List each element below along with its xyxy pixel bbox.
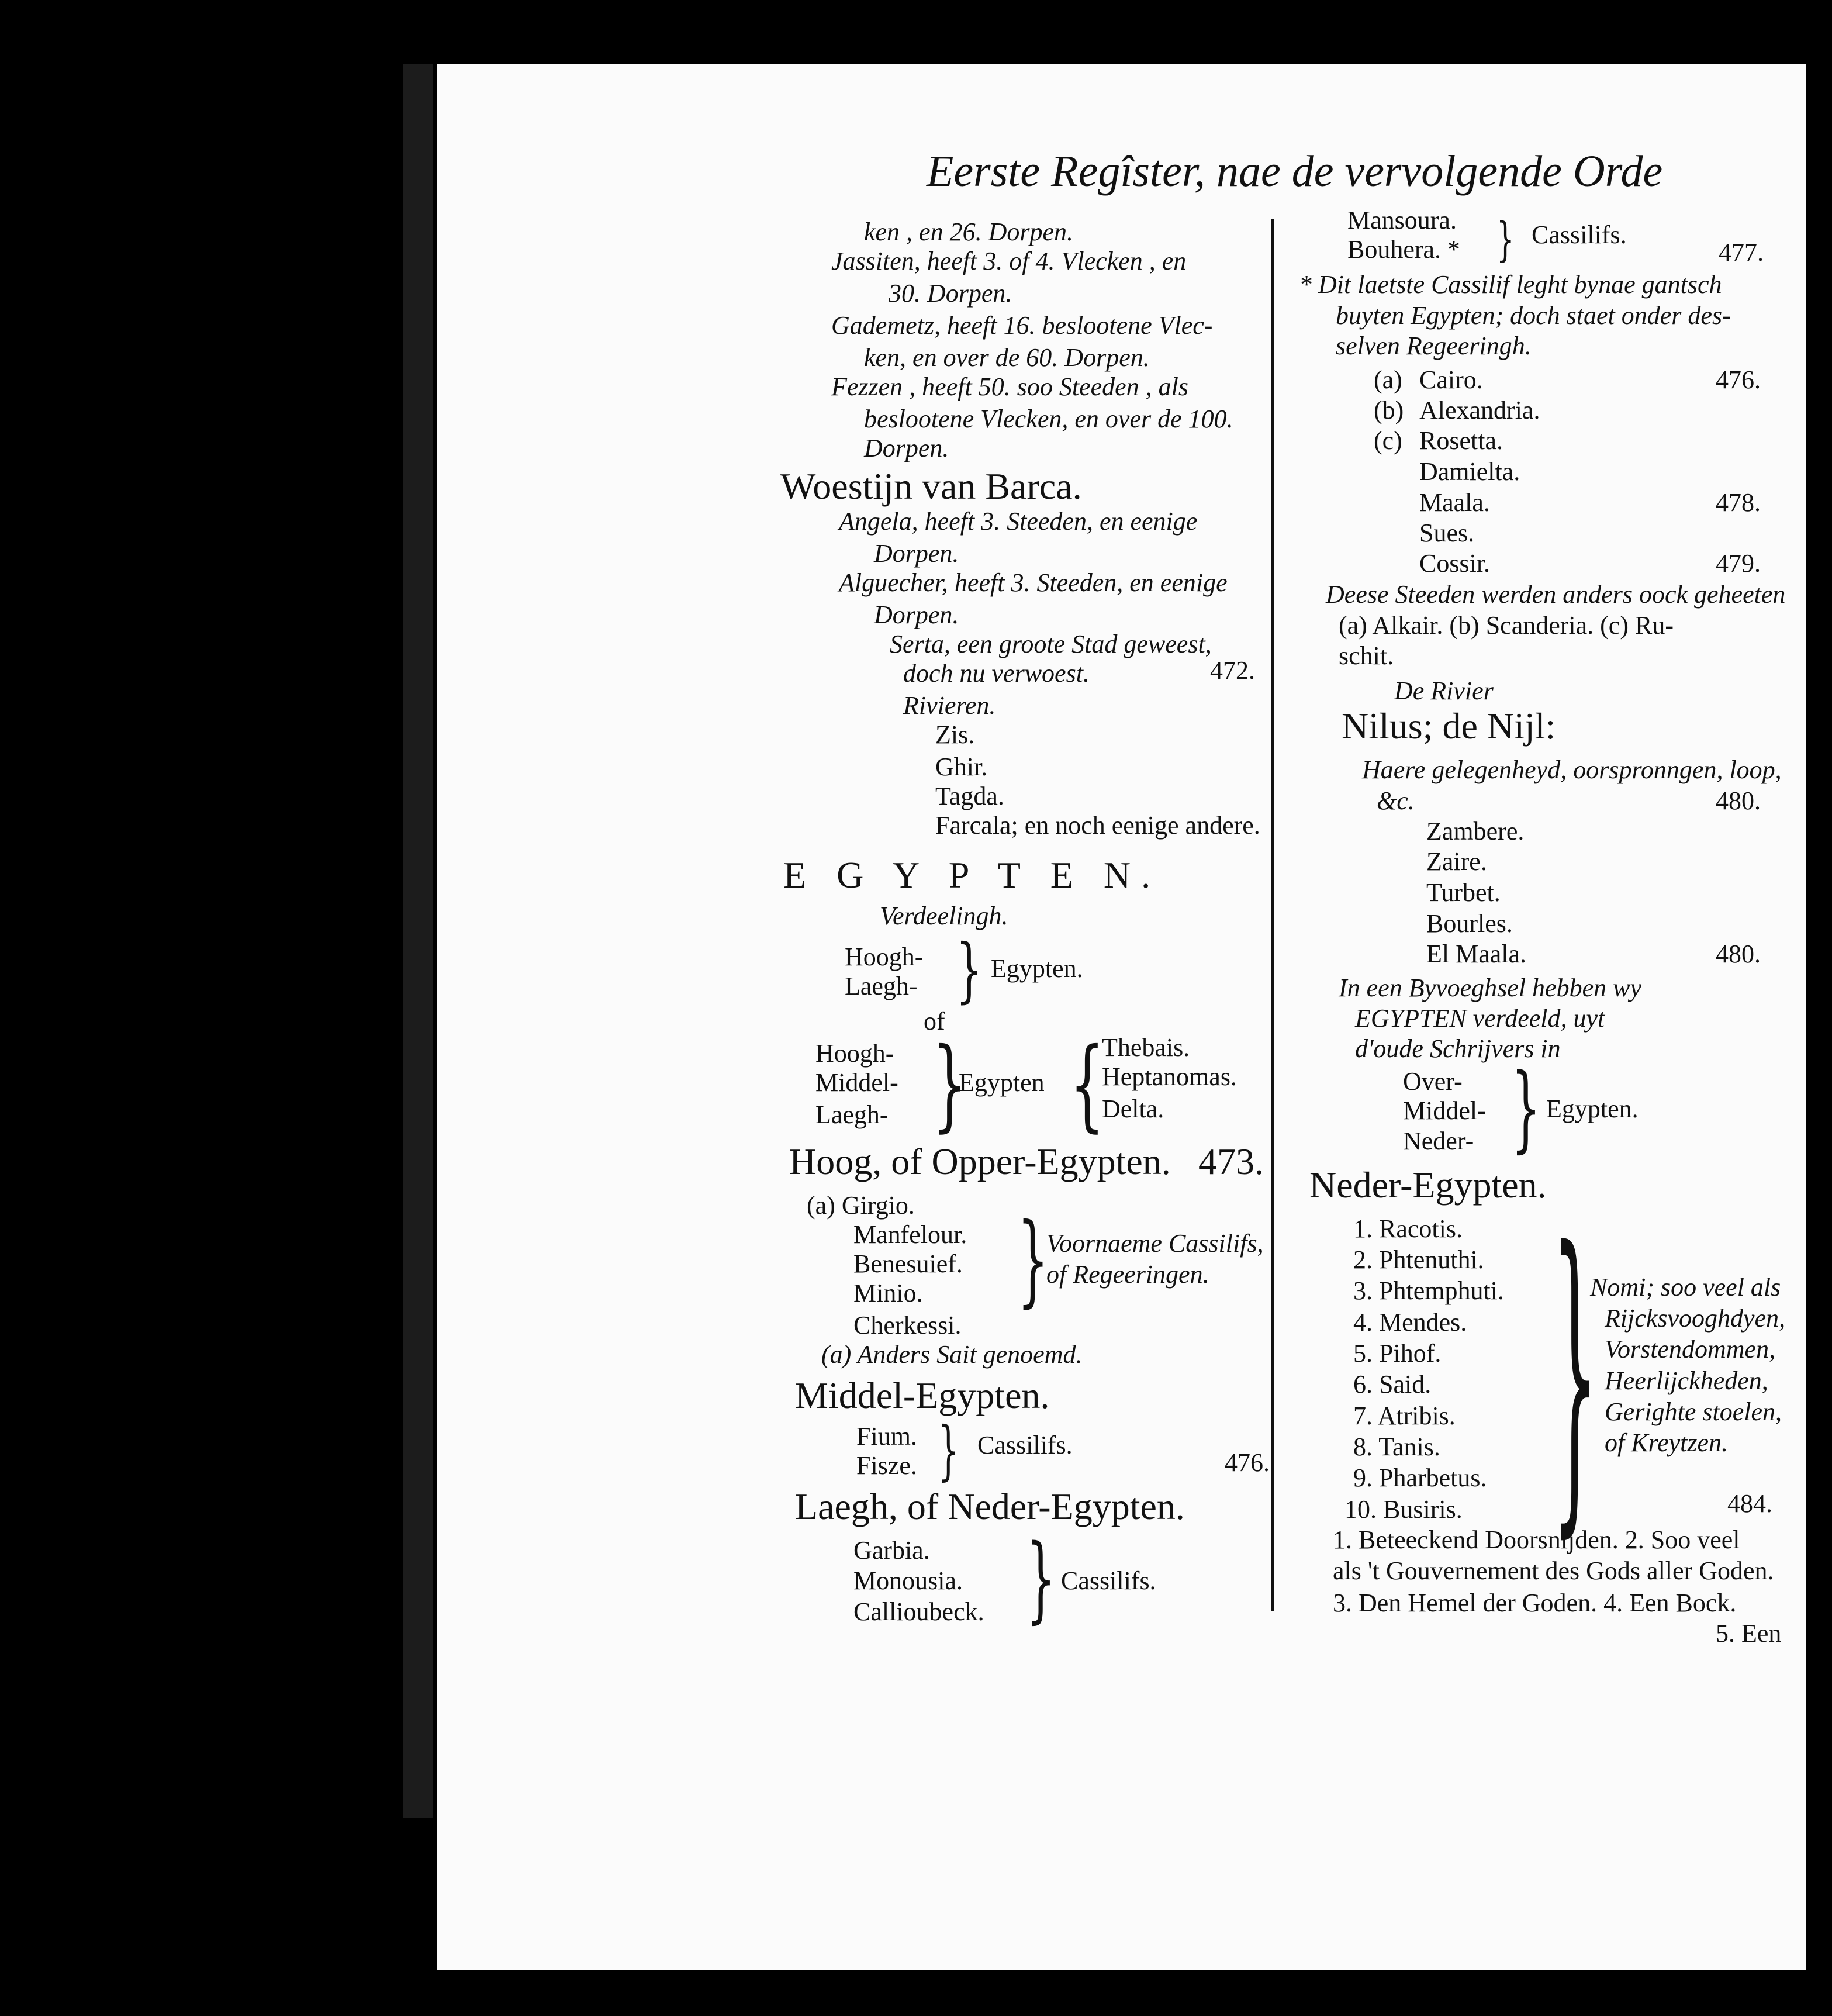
star-note-3: selven Regeeringh. [1336,332,1532,360]
lower-item-1: Garbia. [853,1536,930,1565]
city-mark-1: (a) [1374,365,1402,394]
left-line-7: beslootene Vlecken, en over de 100. [864,405,1233,433]
upper-egypt-heading: Hoog, of Opper-Egypten. [789,1141,1171,1182]
lower-label: Cassilifs. [1061,1566,1156,1595]
nile-item-5: El Maala. [1426,940,1527,968]
or-word: of [924,1007,945,1035]
nile-sub-2: &c. [1377,786,1415,815]
city-name-3: Rosetta. [1419,426,1503,455]
binding-edge [403,64,433,1818]
nomes-note-3: Vorstendommen, [1605,1335,1776,1363]
nile-heading: Nilus; de Nijl: [1342,705,1556,747]
top-label: Cassilifs. [1532,220,1627,249]
city-name-6: Sues. [1419,519,1475,547]
brace-upper: } [1017,1202,1049,1318]
upper-item-3: Minio. [853,1279,923,1307]
upper-item-4: Cherkessi. [853,1311,962,1340]
nomes-note-5: Gerighte stoelen, [1605,1397,1782,1426]
division-label: Verdeelingh. [880,902,1008,930]
left-line-1: ken , en 26. Dorpen. [864,218,1074,246]
catchword: 5. Een [1716,1619,1782,1648]
barca-page: 472. [1210,656,1255,685]
upper-first: (a) Girgio. [807,1191,915,1220]
city-name-1: Cairo. [1419,365,1483,394]
alias-line-3: schit. [1339,641,1394,670]
city-name-5: Maala. [1419,488,1490,517]
brace-division-b-right: { [1070,1027,1105,1142]
nome-10: 10. Busiris. [1344,1495,1463,1524]
upper-egypt-page: 473. [1198,1141,1264,1182]
upper-item-1: Manfelour. [853,1220,967,1249]
city-name-7: Cossir. [1419,549,1491,578]
nile-page: 480. [1716,786,1761,815]
nome-8: 8. Tanis. [1353,1432,1440,1461]
barca-line-4: Dorpen. [874,600,959,629]
nome-1: 1. Racotis. [1353,1214,1463,1243]
river-1: Zis. [935,720,975,749]
division-b-3: Laegh- [815,1100,889,1129]
middle-egypt-heading: Middel-Egypten. [795,1375,1050,1416]
river-2: Ghir. [935,752,988,781]
left-line-4: Gademetz, heeft 16. beslootene Vlec- [831,311,1213,340]
division-b-1: Hoogh- [815,1039,894,1068]
nome-7: 7. Atribis. [1353,1401,1456,1430]
division-b-2: Middel- [815,1068,898,1097]
division-a-1: Hoogh- [845,943,924,971]
lower-egypt-heading: Laegh, of Neder-Egypten. [795,1486,1185,1527]
middle-page: 476. [1225,1448,1270,1477]
left-line-6: Fezzen , heeft 50. soo Steeden , als [831,372,1188,401]
upper-note-1: Voornaeme Cassilifs, [1046,1229,1264,1258]
division-a-target: Egypten. [991,954,1083,983]
nile-item-2: Zaire. [1426,847,1487,876]
footnote-2: als 't Gouvernement des Gods aller Goden. [1333,1556,1774,1585]
running-head: Eerste Regîster, nae de vervolgende Orde [927,147,1663,196]
left-line-2: Jassiten, heeft 3. of 4. Vlecken , en [831,247,1187,275]
river-3: Tagda. [935,782,1004,810]
middle-item-1: Fium. [856,1422,917,1451]
nile-item-3: Turbet. [1426,878,1501,907]
addendum-line-1: In een Byvoeghsel hebben wy [1339,974,1641,1002]
nome-2: 2. Phtenuthi. [1353,1245,1484,1274]
upper-item-2: Benesuief. [853,1249,963,1278]
nomes-note-2: Rijcksvooghdyen, [1605,1304,1786,1333]
left-line-3: 30. Dorpen. [889,279,1012,308]
left-line-8: Dorpen. [864,434,949,462]
nile-sub-1: Haere gelegenheyd, oorspronngen, loop, [1362,755,1782,784]
nomes-note-6: of Kreytzen. [1605,1428,1728,1457]
city-page-7: 479. [1716,549,1761,578]
nile-item-4: Bourles. [1426,909,1513,938]
footnote-3: 3. Den Hemel der Goden. 4. Een Bock. [1333,1589,1737,1617]
brace-addendum: } [1511,1053,1541,1162]
barca-line-5: Serta, een groote Stad geweest, [890,630,1212,658]
city-page-5: 478. [1716,488,1761,517]
brace-nomes: } [1552,1183,1598,1565]
nome-5: 5. Pihof. [1353,1339,1442,1368]
river-label: De Rivier [1394,676,1494,705]
barca-line-6: doch nu verwoest. [903,659,1090,688]
addendum-line-3: d'oude Schrijvers in [1355,1034,1561,1063]
city-page-1: 476. [1716,365,1761,394]
division-b-part-1: Thebais. [1102,1033,1190,1062]
barca-line-1: Angela, heeft 3. Steeden, en eenige [839,507,1198,536]
upper-footnote: (a) Anders Sait genoemd. [821,1340,1083,1369]
addendum-target: Egypten. [1546,1095,1639,1123]
brace-lower: } [1026,1524,1056,1633]
alias-line-2: (a) Alkair. (b) Scanderia. (c) Ru- [1339,611,1674,640]
city-mark-3: (c) [1374,426,1402,455]
brace-division-a: } [956,930,983,1011]
top-item-2: Bouhera. * [1347,235,1461,264]
middle-label: Cassilifs. [977,1431,1073,1459]
left-line-5: ken, en over de 60. Dorpen. [864,343,1150,372]
middle-item-2: Fisze. [856,1451,917,1480]
addendum-part-1: Over- [1403,1067,1463,1096]
addendum-part-2: Middel- [1403,1096,1486,1125]
lower-item-3: Callioubeck. [853,1597,984,1626]
addendum-part-3: Neder- [1403,1127,1474,1155]
star-note-1: * Dit laetste Cassilif leght bynae gantsch [1299,270,1722,299]
barca-line-3: Alguecher, heeft 3. Steeden, en eenige [839,568,1228,597]
upper-note-2: of Regeeringen. [1046,1260,1209,1289]
top-item-1: Mansoura. [1347,206,1457,234]
book-spine [0,0,433,2016]
division-b-part-3: Delta. [1102,1095,1164,1123]
alias-line-1: Deese Steeden werden anders oock geheeten [1326,580,1786,609]
nomes-page: 484. [1727,1489,1772,1518]
column-rule [1271,219,1274,1611]
nome-6: 6. Said. [1353,1370,1432,1399]
division-a-2: Laegh- [845,972,918,1000]
footnote-1: 1. Beteeckend Doorsnijden. 2. Soo veel [1333,1525,1740,1554]
neder-egypt-heading: Neder-Egypten. [1309,1164,1547,1206]
brace-top: } [1496,212,1515,267]
barca-line-2: Dorpen. [874,539,959,568]
star-note-2: buyten Egypten; doch staet onder des- [1336,301,1731,330]
top-page: 477. [1719,238,1764,267]
barca-heading: Woestijn van Barca. [780,465,1082,507]
nome-4: 4. Mendes. [1353,1308,1467,1337]
river-4: Farcala; en noch eenige andere. [935,811,1260,840]
nome-3: 3. Phtemphuti. [1353,1276,1504,1305]
nomes-note-1: Nomi; soo veel als [1590,1273,1781,1302]
nile-items-page: 480. [1716,940,1761,968]
nomes-note-4: Heerlijckheden, [1605,1366,1768,1395]
brace-division-b-left: } [932,1027,967,1142]
nile-item-1: Zambere. [1426,817,1525,845]
addendum-line-2: EGYPTEN verdeeld, uyt [1355,1004,1605,1033]
city-mark-2: (b) [1374,396,1404,424]
brace-middle: } [938,1413,959,1487]
city-name-2: Alexandria. [1419,396,1540,424]
division-b-target: Egypten [959,1068,1045,1097]
division-b-part-2: Heptanomas. [1102,1062,1237,1091]
nome-9: 9. Pharbetus. [1353,1463,1487,1492]
lower-item-2: Monousia. [853,1566,963,1595]
rivers-label: Rivieren. [903,691,996,720]
egypt-heading: E G Y P T E N. [783,854,1162,896]
city-name-4: Damielta. [1419,457,1520,486]
